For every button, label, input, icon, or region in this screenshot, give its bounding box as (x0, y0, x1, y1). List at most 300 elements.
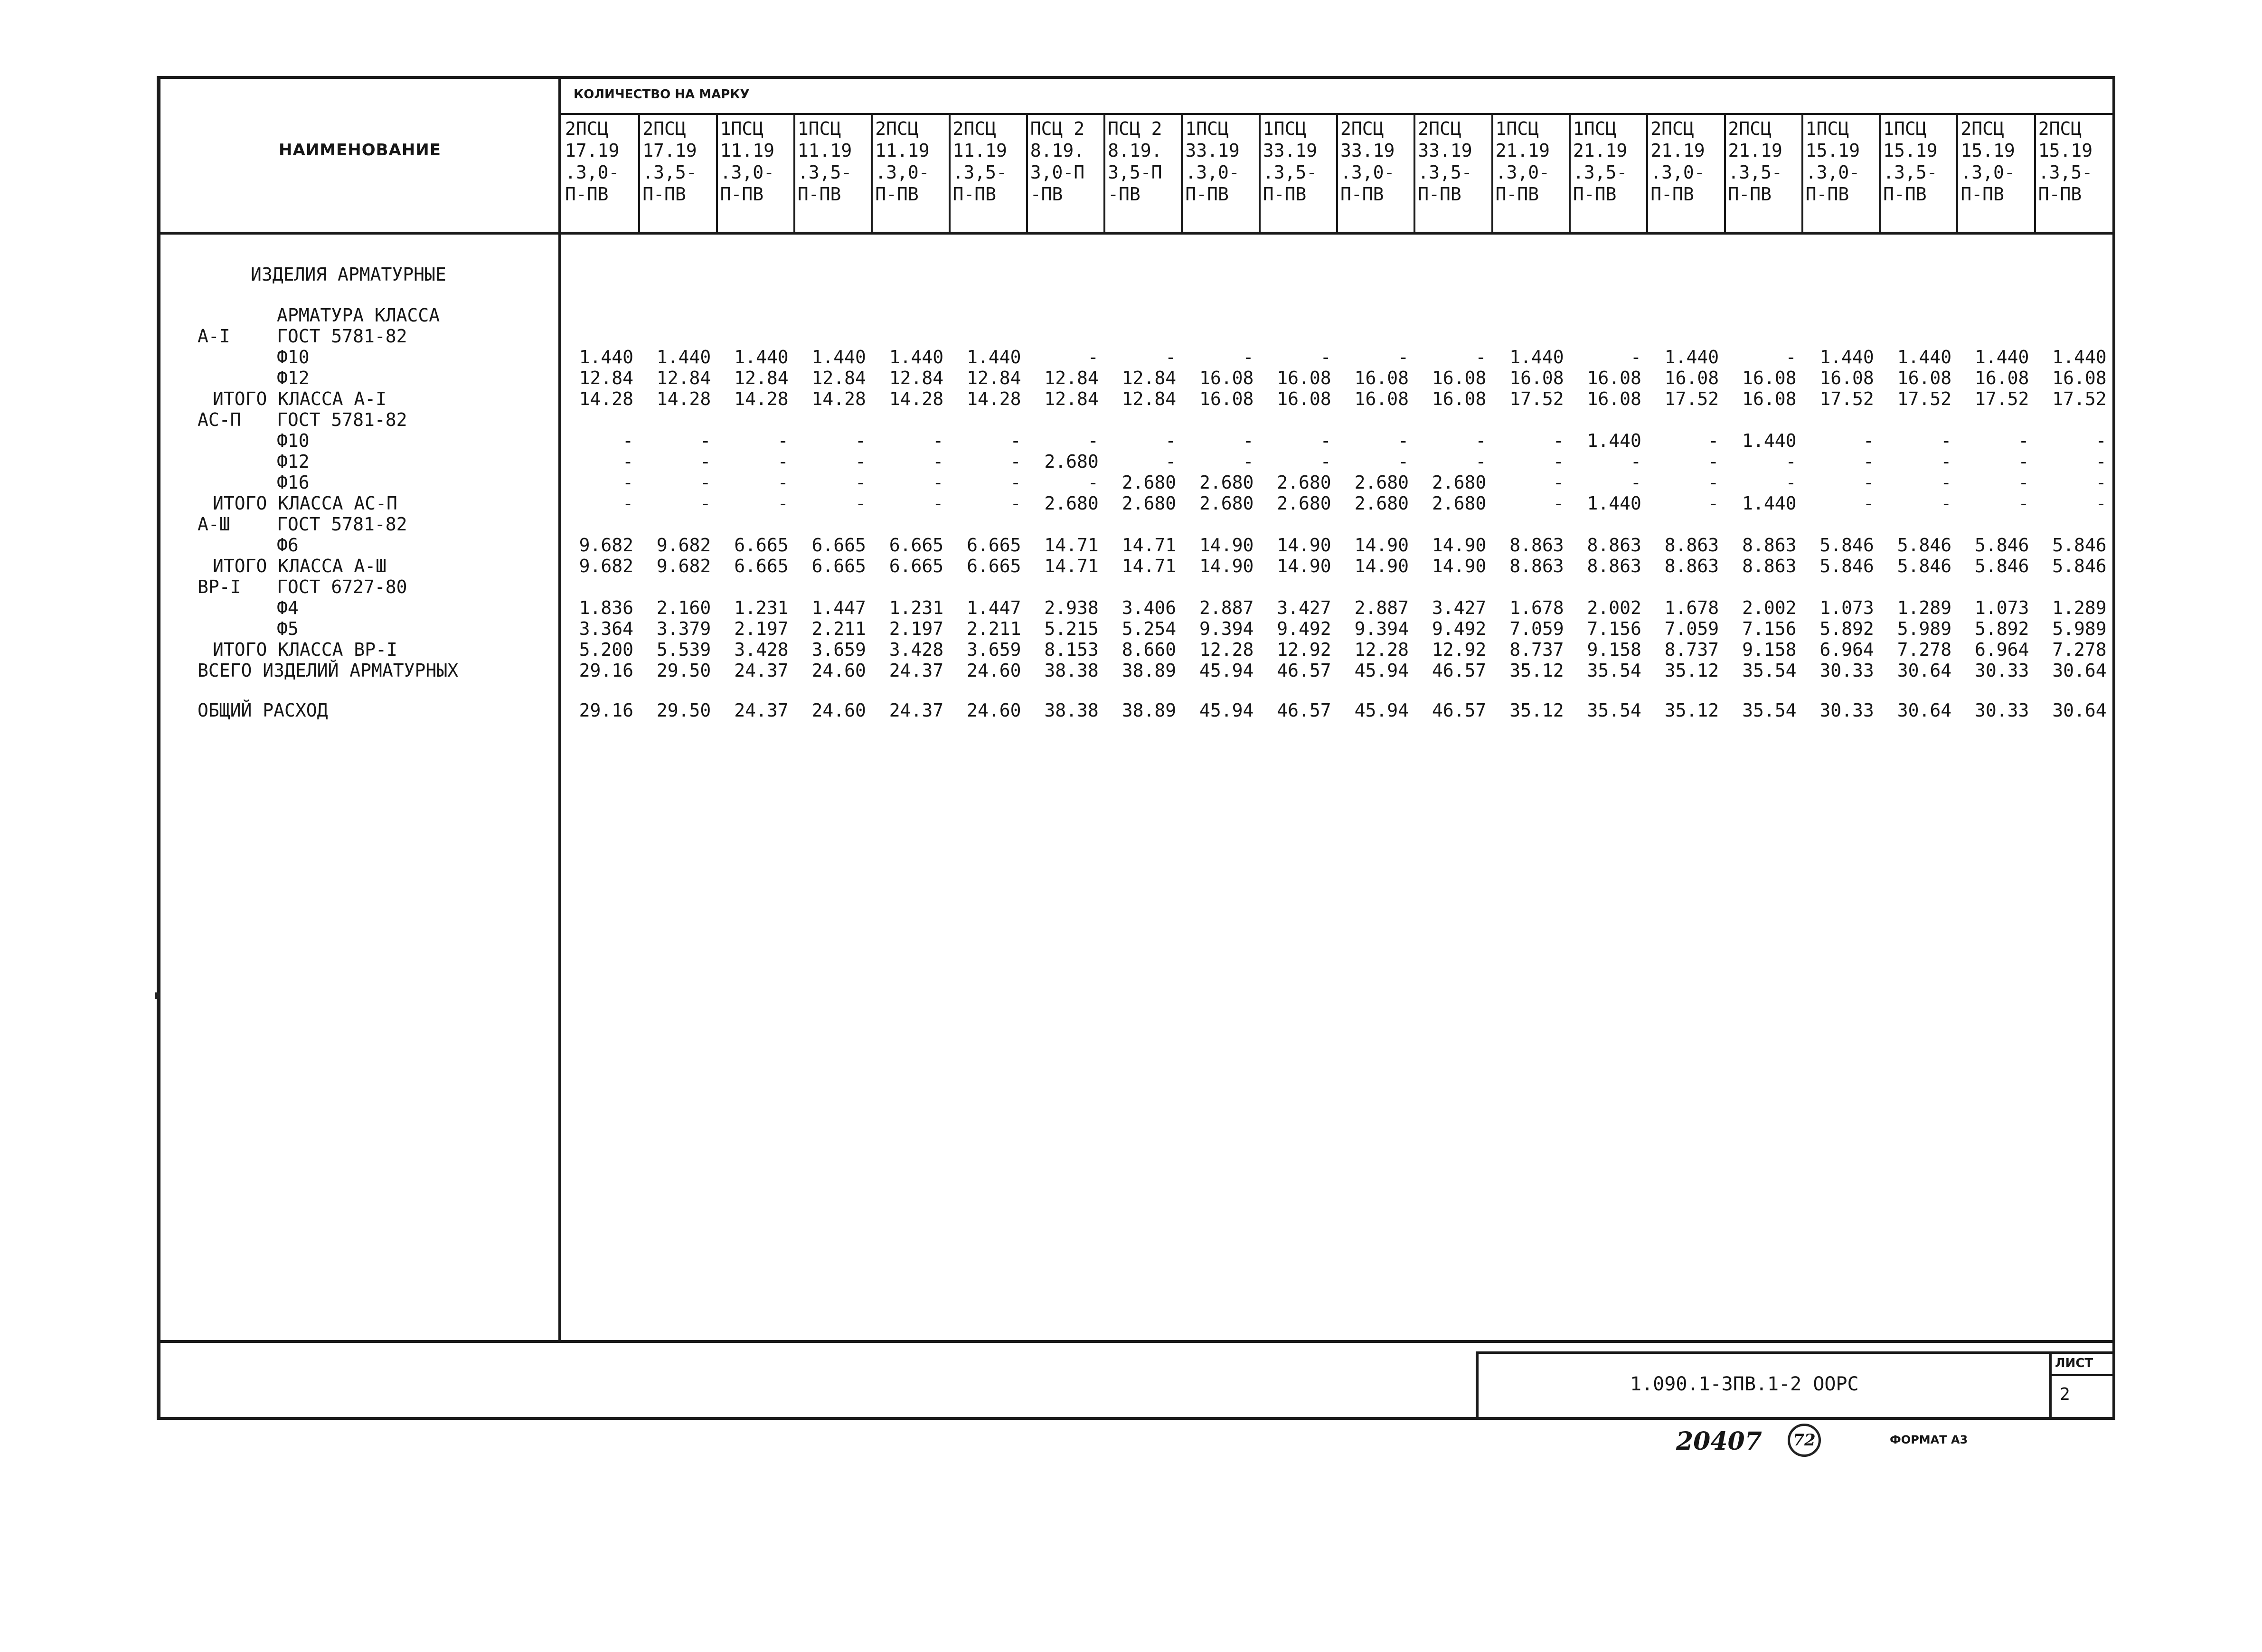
column-divider (1724, 115, 1726, 232)
cell-total-a1: 14.28 (579, 388, 633, 409)
cell-d5: 5.989 (2052, 618, 2107, 639)
cell-d4: 1.289 (2052, 597, 2107, 618)
column-header-4: 1ПСЦ 11.19 .3,5- П-ПВ (797, 118, 852, 205)
cell-d6: 6.665 (811, 535, 866, 556)
cell-total-a1: 16.08 (1587, 388, 1641, 409)
cell-d6: 8.863 (1742, 535, 1797, 556)
cell-total-bp1: 8.737 (1664, 639, 1719, 660)
cell-total-bp1: 9.158 (1587, 639, 1641, 660)
cell-d10a: 1.440 (656, 347, 711, 368)
cell-grand-total: 29.16 (579, 700, 633, 721)
cell-d6: 5.846 (1975, 535, 2029, 556)
cell-total-ac2: - (1708, 493, 1719, 514)
cell-total-ac2: 2.680 (1277, 493, 1331, 514)
cell-d10b: - (1243, 430, 1254, 451)
cell-total-bp1: 12.92 (1277, 639, 1331, 660)
cell-d12b: - (777, 451, 789, 472)
cell-d4: 1.678 (1664, 597, 1719, 618)
cell-total-bp1: 8.153 (1044, 639, 1099, 660)
name-column-header: НАИМЕНОВАНИЕ (278, 141, 441, 160)
cell-total-a3: 6.665 (811, 556, 866, 576)
cell-d5: 7.156 (1742, 618, 1797, 639)
title-block-top-line (157, 1340, 2112, 1343)
cell-d12b: - (1941, 451, 1952, 472)
cell-d6: 9.682 (656, 535, 711, 556)
cell-total-ac2: - (1863, 493, 1874, 514)
cell-d12a: 12.84 (579, 368, 633, 388)
cell-d4: 1.231 (734, 597, 789, 618)
cell-d16: - (2095, 472, 2107, 493)
cell-d16: 2.680 (1277, 472, 1331, 493)
cell-d10a: 1.440 (1897, 347, 1952, 368)
sheet-box-left (2049, 1351, 2052, 1417)
row-label-total-bp1: ИТОГО КЛАССА ВР-I (213, 639, 397, 660)
cell-total-a1: 16.08 (1199, 388, 1254, 409)
cell-total-ac2: - (1941, 493, 1952, 514)
sheet-format: ФОРМАТ А3 (1890, 1433, 1968, 1446)
column-divider (1569, 115, 1571, 232)
cell-total-all: 29.50 (656, 660, 711, 681)
column-divider (638, 115, 640, 232)
cell-d16: - (1863, 472, 1874, 493)
cell-d12b: 2.680 (1044, 451, 1099, 472)
cell-d12a: 16.08 (2052, 368, 2107, 388)
row-label-bp1-gost: ГОСТ 6727-80 (277, 576, 407, 597)
cell-d5: 2.211 (811, 618, 866, 639)
cell-d6: 14.71 (1044, 535, 1099, 556)
cell-total-a1: 17.52 (1975, 388, 2029, 409)
row-label-total-ac2: ИТОГО КЛАССА АС-П (213, 493, 397, 514)
cell-d10a: - (1398, 347, 1409, 368)
cell-d6: 14.71 (1122, 535, 1177, 556)
cell-total-ac2: 2.680 (1044, 493, 1099, 514)
cell-total-a3: 6.665 (734, 556, 789, 576)
cell-d12b: - (2095, 451, 2107, 472)
cell-d5: 2.211 (967, 618, 1021, 639)
inventory-number: 20407 (1676, 1427, 1762, 1456)
cell-d6: 9.682 (579, 535, 633, 556)
cell-total-bp1: 3.659 (967, 639, 1021, 660)
cell-total-a1: 14.28 (734, 388, 789, 409)
column-divider (871, 115, 873, 232)
column-header-17: 1ПСЦ 15.19 .3,0- П-ПВ (1805, 118, 1860, 205)
cell-d4: 1.073 (1819, 597, 1874, 618)
cell-grand-total: 24.60 (811, 700, 866, 721)
cell-d12b: - (933, 451, 944, 472)
column-header-12: 2ПСЦ 33.19 .3,5- П-ПВ (1418, 118, 1472, 205)
cell-d10b: - (2095, 430, 2107, 451)
cell-d16: 2.680 (1432, 472, 1487, 493)
cell-d12b: - (1785, 451, 1797, 472)
cell-d12b: - (622, 451, 633, 472)
cell-d10b: 1.440 (1587, 430, 1641, 451)
cell-d16: - (1941, 472, 1952, 493)
cell-total-a3: 14.71 (1122, 556, 1177, 576)
cell-total-bp1: 8.737 (1509, 639, 1564, 660)
cell-total-a1: 14.28 (656, 388, 711, 409)
cell-d10b: - (1863, 430, 1874, 451)
cell-total-all: 29.16 (579, 660, 633, 681)
cell-grand-total: 30.33 (1975, 700, 2029, 721)
row-label-a1: А-I (198, 326, 230, 347)
margin-mark (155, 992, 160, 999)
cell-d12a: 16.08 (1975, 368, 2029, 388)
cell-total-all: 30.64 (2052, 660, 2107, 681)
cell-d16: - (1010, 472, 1021, 493)
cell-total-a1: 12.84 (1044, 388, 1099, 409)
cell-total-a3: 8.863 (1742, 556, 1797, 576)
cell-total-a1: 17.52 (1509, 388, 1564, 409)
cell-total-bp1: 12.28 (1354, 639, 1409, 660)
cell-d6: 6.665 (734, 535, 789, 556)
cell-total-all: 45.94 (1199, 660, 1254, 681)
cell-total-bp1: 3.659 (811, 639, 866, 660)
cell-d6: 6.665 (967, 535, 1021, 556)
cell-total-all: 46.57 (1432, 660, 1487, 681)
cell-grand-total: 38.38 (1044, 700, 1099, 721)
cell-d10a: 1.440 (1664, 347, 1719, 368)
cell-d12b: - (1631, 451, 1641, 472)
cell-d4: 2.887 (1354, 597, 1409, 618)
cell-d10b: - (1087, 430, 1099, 451)
cell-total-a1: 16.08 (1277, 388, 1331, 409)
column-header-2: 2ПСЦ 17.19 .3,5- П-ПВ (642, 118, 697, 205)
cell-total-a3: 14.90 (1277, 556, 1331, 576)
cell-total-a3: 8.863 (1587, 556, 1641, 576)
cell-d12a: 12.84 (734, 368, 789, 388)
cell-total-ac2: - (1010, 493, 1021, 514)
cell-d10a: 1.440 (579, 347, 633, 368)
circled-number: 72 (1788, 1424, 1821, 1457)
column-divider (793, 115, 795, 232)
row-label-d4: Ф4 (277, 597, 299, 618)
row-label-d16: Ф16 (277, 472, 310, 493)
cell-d12b: - (700, 451, 711, 472)
column-header-10: 1ПСЦ 33.19 .3,5- П-ПВ (1263, 118, 1318, 205)
title-block-inner-top (1476, 1351, 2112, 1354)
cell-d6: 8.863 (1664, 535, 1719, 556)
cell-total-bp1: 12.92 (1432, 639, 1487, 660)
cell-total-a1: 14.28 (967, 388, 1021, 409)
cell-d5: 7.059 (1664, 618, 1719, 639)
cell-grand-total: 45.94 (1199, 700, 1254, 721)
cell-d5: 3.364 (579, 618, 633, 639)
row-label-d12a: Ф12 (277, 368, 310, 388)
cell-d10b: - (622, 430, 633, 451)
cell-total-a1: 17.52 (1664, 388, 1719, 409)
cell-total-a3: 5.846 (1897, 556, 1952, 576)
cell-d10a: - (1243, 347, 1254, 368)
row-label-total-a3: ИТОГО КЛАССА А-Ш (213, 556, 387, 576)
cell-grand-total: 45.94 (1354, 700, 1409, 721)
cell-total-ac2: 1.440 (1587, 493, 1641, 514)
cell-d4: 1.678 (1509, 597, 1564, 618)
column-divider (1181, 115, 1183, 232)
cell-d6: 5.846 (2052, 535, 2107, 556)
column-header-18: 1ПСЦ 15.19 .3,5- П-ПВ (1883, 118, 1938, 205)
cell-d4: 2.160 (656, 597, 711, 618)
cell-d4: 1.447 (811, 597, 866, 618)
column-divider (1336, 115, 1338, 232)
column-divider (1956, 115, 1958, 232)
column-header-11: 2ПСЦ 33.19 .3,0- П-ПВ (1340, 118, 1395, 205)
cell-total-ac2: - (700, 493, 711, 514)
cell-d5: 7.156 (1587, 618, 1641, 639)
cell-d12b: - (1165, 451, 1177, 472)
cell-total-all: 45.94 (1354, 660, 1409, 681)
cell-grand-total: 30.33 (1819, 700, 1874, 721)
cell-total-a1: 12.84 (1122, 388, 1177, 409)
column-divider (2034, 115, 2036, 232)
cell-d10b: - (1941, 430, 1952, 451)
cell-d10a: 1.440 (1509, 347, 1564, 368)
row-label-a3: А-Ш (198, 514, 230, 535)
row-label-ac2-gost: ГОСТ 5781-82 (277, 409, 407, 430)
cell-d10a: 1.440 (2052, 347, 2107, 368)
row-label-d6: Ф6 (277, 535, 299, 556)
cell-total-a3: 14.90 (1432, 556, 1487, 576)
row-label-grand-total: ОБЩИЙ РАСХОД (198, 700, 328, 721)
cell-d10b: - (1165, 430, 1177, 451)
cell-total-bp1: 9.158 (1742, 639, 1797, 660)
cell-d10b: - (1475, 430, 1487, 451)
row-label-class-title: АРМАТУРА КЛАССА (277, 305, 440, 326)
cell-total-bp1: 8.660 (1122, 639, 1177, 660)
cell-total-all: 38.38 (1044, 660, 1099, 681)
cell-d5: 9.492 (1432, 618, 1487, 639)
document-code: 1.090.1-ЗПВ.1-2 ООРС (1630, 1373, 1859, 1395)
cell-d4: 2.938 (1044, 597, 1099, 618)
cell-d10b: - (1010, 430, 1021, 451)
cell-total-ac2: 2.680 (1122, 493, 1177, 514)
cell-total-ac2: - (2095, 493, 2107, 514)
cell-d12b: - (1863, 451, 1874, 472)
column-header-20: 2ПСЦ 15.19 .3,5- П-ПВ (2038, 118, 2093, 205)
cell-d12a: 16.08 (1819, 368, 1874, 388)
cell-d10b: - (933, 430, 944, 451)
cell-d10b: - (1398, 430, 1409, 451)
cell-grand-total: 30.64 (2052, 700, 2107, 721)
column-header-13: 1ПСЦ 21.19 .3,0- П-ПВ (1495, 118, 1550, 205)
cell-d4: 3.427 (1432, 597, 1487, 618)
cell-total-a3: 14.71 (1044, 556, 1099, 576)
column-divider (1103, 115, 1105, 232)
cell-d5: 5.892 (1819, 618, 1874, 639)
cell-d10a: - (1475, 347, 1487, 368)
cell-d16: 2.680 (1122, 472, 1177, 493)
column-divider (1801, 115, 1803, 232)
cell-total-all: 30.33 (1819, 660, 1874, 681)
cell-total-bp1: 5.539 (656, 639, 711, 660)
column-divider (716, 115, 718, 232)
cell-d5: 5.254 (1122, 618, 1177, 639)
cell-d12b: - (1708, 451, 1719, 472)
cell-d16: 2.680 (1199, 472, 1254, 493)
cell-total-ac2: - (855, 493, 866, 514)
cell-total-all: 24.60 (811, 660, 866, 681)
cell-total-bp1: 6.964 (1819, 639, 1874, 660)
cell-d4: 2.002 (1587, 597, 1641, 618)
cell-total-bp1: 5.200 (579, 639, 633, 660)
sheet-number: 2 (2060, 1385, 2070, 1404)
cell-d4: 1.836 (579, 597, 633, 618)
cell-total-all: 35.54 (1587, 660, 1641, 681)
cell-d5: 7.059 (1509, 618, 1564, 639)
cell-d10a: - (1785, 347, 1797, 368)
cell-total-ac2: - (2018, 493, 2029, 514)
cell-total-a3: 9.682 (656, 556, 711, 576)
cell-total-all: 38.89 (1122, 660, 1177, 681)
cell-total-all: 46.57 (1277, 660, 1331, 681)
cell-d12a: 12.84 (889, 368, 944, 388)
cell-d16: - (933, 472, 944, 493)
cell-total-a3: 5.846 (2052, 556, 2107, 576)
cell-total-ac2: - (777, 493, 789, 514)
cell-d12a: 16.08 (1509, 368, 1564, 388)
column-header-6: 2ПСЦ 11.19 .3,5- П-ПВ (952, 118, 1007, 205)
cell-grand-total: 24.60 (967, 700, 1021, 721)
cell-d12a: 16.08 (1742, 368, 1797, 388)
cell-d10a: - (1165, 347, 1177, 368)
column-header-9: 1ПСЦ 33.19 .3,0- П-ПВ (1185, 118, 1240, 205)
cell-total-bp1: 6.964 (1975, 639, 2029, 660)
cell-total-a1: 17.52 (1819, 388, 1874, 409)
cell-d4: 3.406 (1122, 597, 1177, 618)
cell-grand-total: 46.57 (1432, 700, 1487, 721)
cell-total-ac2: 2.680 (1354, 493, 1409, 514)
cell-d6: 8.863 (1587, 535, 1641, 556)
cell-grand-total: 38.89 (1122, 700, 1177, 721)
row-label-total-a1: ИТОГО КЛАССА А-I (213, 388, 387, 409)
cell-d10b: - (1708, 430, 1719, 451)
cell-d4: 1.447 (967, 597, 1021, 618)
cell-grand-total: 35.54 (1587, 700, 1641, 721)
cell-d10a: 1.440 (811, 347, 866, 368)
row-label-d10b: Ф10 (277, 430, 310, 451)
cell-d12a: 12.84 (811, 368, 866, 388)
column-header-5: 2ПСЦ 11.19 .3,0- П-ПВ (875, 118, 930, 205)
cell-total-a3: 5.846 (1975, 556, 2029, 576)
cell-total-a1: 16.08 (1432, 388, 1487, 409)
cell-d12a: 16.08 (1199, 368, 1254, 388)
row-label-d5: Ф5 (277, 618, 299, 639)
cell-grand-total: 35.54 (1742, 700, 1797, 721)
cell-total-all: 35.54 (1742, 660, 1797, 681)
cell-d12a: 12.84 (1044, 368, 1099, 388)
cell-d10b: - (1320, 430, 1331, 451)
cell-d4: 1.289 (1897, 597, 1952, 618)
row-label-a3-gost: ГОСТ 5781-82 (277, 514, 407, 535)
cell-d12a: 16.08 (1354, 368, 1409, 388)
cell-d6: 6.665 (889, 535, 944, 556)
cell-total-all: 30.33 (1975, 660, 2029, 681)
cell-total-ac2: 2.680 (1199, 493, 1254, 514)
cell-d12b: - (2018, 451, 2029, 472)
cell-total-ac2: - (1553, 493, 1564, 514)
cell-grand-total: 29.50 (656, 700, 711, 721)
column-divider (949, 115, 951, 232)
cell-d5: 5.989 (1897, 618, 1952, 639)
cell-d12a: 12.84 (656, 368, 711, 388)
cell-d10a: - (1631, 347, 1641, 368)
cell-d6: 8.863 (1509, 535, 1564, 556)
cell-total-bp1: 12.28 (1199, 639, 1254, 660)
cell-d6: 14.90 (1432, 535, 1487, 556)
cell-total-a3: 5.846 (1819, 556, 1874, 576)
cell-total-a3: 14.90 (1199, 556, 1254, 576)
cell-grand-total: 35.12 (1509, 700, 1564, 721)
cell-d12b: - (1243, 451, 1254, 472)
row-label-total-all: ВСЕГО ИЗДЕЛИЙ АРМАТУРНЫХ (198, 660, 459, 681)
cell-d6: 5.846 (1819, 535, 1874, 556)
cell-d16: - (1087, 472, 1099, 493)
cell-d10b: - (700, 430, 711, 451)
cell-d10b: 1.440 (1742, 430, 1797, 451)
cell-total-bp1: 3.428 (734, 639, 789, 660)
cell-d6: 14.90 (1199, 535, 1254, 556)
cell-d16: - (855, 472, 866, 493)
cell-total-ac2: 2.680 (1432, 493, 1487, 514)
cell-d16: - (622, 472, 633, 493)
row-label-ac2: АС-П (198, 409, 241, 430)
cell-d5: 9.492 (1277, 618, 1331, 639)
cell-total-a1: 14.28 (811, 388, 866, 409)
row-label-section: ИЗДЕЛИЯ АРМАТУРНЫЕ (251, 264, 446, 285)
cell-total-all: 35.12 (1664, 660, 1719, 681)
cell-d16: - (1785, 472, 1797, 493)
cell-d12a: 16.08 (1897, 368, 1952, 388)
cell-d12a: 16.08 (1277, 368, 1331, 388)
cell-d10a: 1.440 (889, 347, 944, 368)
column-divider (1879, 115, 1881, 232)
cell-d16: - (1553, 472, 1564, 493)
cell-total-ac2: - (933, 493, 944, 514)
cell-d12b: - (1553, 451, 1564, 472)
cell-d6: 14.90 (1354, 535, 1409, 556)
cell-d4: 1.073 (1975, 597, 2029, 618)
cell-grand-total: 24.37 (889, 700, 944, 721)
cell-d10b: - (777, 430, 789, 451)
cell-total-a3: 6.665 (889, 556, 944, 576)
cell-d16: 2.680 (1354, 472, 1409, 493)
cell-total-a3: 14.90 (1354, 556, 1409, 576)
cell-total-bp1: 3.428 (889, 639, 944, 660)
cell-d12b: - (855, 451, 866, 472)
column-divider (1026, 115, 1028, 232)
cell-total-bp1: 7.278 (1897, 639, 1952, 660)
cell-d16: - (2018, 472, 2029, 493)
row-label-d12b: Ф12 (277, 451, 310, 472)
cell-d10a: - (1320, 347, 1331, 368)
cell-d12b: - (1398, 451, 1409, 472)
cell-total-a3: 9.682 (579, 556, 633, 576)
column-header-15: 2ПСЦ 21.19 .3,0- П-ПВ (1650, 118, 1705, 205)
cell-d10a: 1.440 (734, 347, 789, 368)
cell-d12a: 12.84 (967, 368, 1021, 388)
column-divider (1646, 115, 1648, 232)
cell-total-bp1: 7.278 (2052, 639, 2107, 660)
column-header-7: ПСЦ 2 8.19. 3,0-П -ПВ (1030, 118, 1085, 205)
cell-d4: 2.002 (1742, 597, 1797, 618)
cell-d16: - (1631, 472, 1641, 493)
cell-d10b: - (1553, 430, 1564, 451)
cell-total-a1: 17.52 (2052, 388, 2107, 409)
cell-d4: 2.887 (1199, 597, 1254, 618)
cell-total-all: 30.64 (1897, 660, 1952, 681)
cell-d10b: - (855, 430, 866, 451)
cell-d5: 2.197 (889, 618, 944, 639)
column-header-8: ПСЦ 2 8.19. 3,5-П -ПВ (1108, 118, 1162, 205)
